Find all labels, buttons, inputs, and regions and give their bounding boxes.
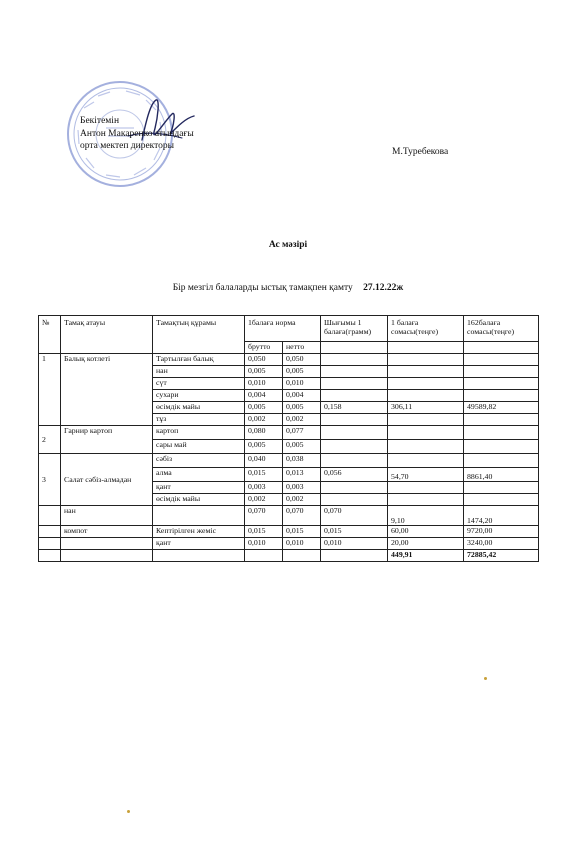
row-price-one: 20,00 xyxy=(388,538,464,550)
subtitle-date: 27.12.22ж xyxy=(363,283,404,293)
row-price-total xyxy=(464,426,539,440)
row-price-one xyxy=(388,390,464,402)
table-row xyxy=(39,526,539,538)
row-netto: 0,004 xyxy=(283,390,321,402)
row-price-total xyxy=(464,354,539,366)
row-price-total xyxy=(464,482,539,494)
row-netto: 0,005 xyxy=(283,402,321,414)
row-ingredient: Тартылған балық xyxy=(153,354,245,366)
row-price-one xyxy=(388,378,464,390)
row-brutto: 0,010 xyxy=(245,538,283,550)
row-netto: 0,013 xyxy=(283,468,321,482)
header-brutto: брутто xyxy=(245,342,283,354)
totals-blank xyxy=(39,550,61,562)
row-brutto: 0,005 xyxy=(245,402,283,414)
row-ingredient: қант xyxy=(153,482,245,494)
row-ingredient: сары май xyxy=(153,440,245,454)
row-consumption: 0,158 xyxy=(321,402,388,414)
row-num xyxy=(39,506,61,526)
row-num xyxy=(39,526,61,538)
row-ingredient: өсімдік майы xyxy=(153,494,245,506)
row-num: 1 xyxy=(39,354,61,426)
row-price-total: 9720,00 xyxy=(464,526,539,538)
row-brutto: 0,080 xyxy=(245,426,283,440)
header-price-total: 162балаға сомасы(теңге) xyxy=(464,316,539,342)
row-price-one: 306,11 xyxy=(388,402,464,414)
row-dish: Салат сәбіз-алмадан xyxy=(61,454,153,506)
row-brutto: 0,003 xyxy=(245,482,283,494)
row-dish xyxy=(61,538,153,550)
row-consumption xyxy=(321,366,388,378)
row-consumption xyxy=(321,378,388,390)
row-brutto: 0,005 xyxy=(245,440,283,454)
row-dish: компот xyxy=(61,526,153,538)
row-netto: 0,010 xyxy=(283,538,321,550)
row-netto: 0,038 xyxy=(283,454,321,468)
row-netto: 0,070 xyxy=(283,506,321,526)
row-price-total xyxy=(464,414,539,426)
row-price-one xyxy=(388,494,464,506)
row-consumption: 0,015 xyxy=(321,526,388,538)
row-price-total xyxy=(464,454,539,468)
row-ingredient: сүт xyxy=(153,378,245,390)
row-brutto: 0,015 xyxy=(245,526,283,538)
row-netto: 0,002 xyxy=(283,494,321,506)
row-price-total xyxy=(464,390,539,402)
row-consumption xyxy=(321,354,388,366)
ink-speck xyxy=(127,810,130,813)
totals-price-total: 72885,42 xyxy=(464,550,539,562)
header-blank xyxy=(321,342,388,354)
row-netto: 0,010 xyxy=(283,378,321,390)
row-price-one: 60,00 xyxy=(388,526,464,538)
row-price-total xyxy=(464,440,539,454)
row-price-one xyxy=(388,426,464,440)
page-subtitle xyxy=(0,283,576,293)
approval-line-school: Антон Макаренко атындағы xyxy=(80,128,194,139)
row-netto: 0,005 xyxy=(283,366,321,378)
row-ingredient: өсімдік майы xyxy=(153,402,245,414)
ink-speck xyxy=(484,677,487,680)
row-price-one xyxy=(388,354,464,366)
row-brutto: 0,002 xyxy=(245,494,283,506)
director-name: М.Туребекова xyxy=(392,147,449,157)
row-price-one xyxy=(388,440,464,454)
header-price-one: 1 балаға сомасы(теңге) xyxy=(388,316,464,342)
row-brutto: 0,070 xyxy=(245,506,283,526)
row-netto: 0,002 xyxy=(283,414,321,426)
table-row xyxy=(39,538,539,550)
row-price-one xyxy=(388,414,464,426)
approval-line-approve: Бекітемін xyxy=(80,116,120,126)
row-price-total: 1474,20 xyxy=(464,506,539,526)
row-consumption xyxy=(321,482,388,494)
row-brutto: 0,040 xyxy=(245,454,283,468)
row-price-total xyxy=(464,366,539,378)
row-brutto: 0,015 xyxy=(245,468,283,482)
row-ingredient: Кептірілген жеміс xyxy=(153,526,245,538)
row-ingredient xyxy=(153,506,245,526)
subtitle-text: Бір мезгіл балаларды ыстық тамақпен қамту xyxy=(172,283,353,293)
row-price-one xyxy=(388,454,464,468)
table-row xyxy=(39,506,539,526)
header-composition: Тамақтың құрамы xyxy=(153,316,245,354)
row-dish: Гарнир картоп xyxy=(61,426,153,454)
totals-price-one: 449,91 xyxy=(388,550,464,562)
row-consumption xyxy=(321,440,388,454)
row-price-one: 9,10 xyxy=(388,506,464,526)
header-consumption: Шығымы 1 балаға(грамм) xyxy=(321,316,388,342)
header-num: № xyxy=(39,316,61,354)
row-price-one xyxy=(388,366,464,378)
menu-table xyxy=(38,315,539,562)
row-brutto: 0,005 xyxy=(245,366,283,378)
row-num xyxy=(39,538,61,550)
row-brutto: 0,002 xyxy=(245,414,283,426)
table-header-row xyxy=(39,316,539,342)
row-dish: Балық котлеті xyxy=(61,354,153,426)
totals-row xyxy=(39,550,539,562)
row-consumption: 0,010 xyxy=(321,538,388,550)
page-title: Ас мәзірі xyxy=(268,240,308,250)
approval-block xyxy=(80,115,194,153)
totals-blank xyxy=(153,550,245,562)
row-price-one: 54,70 xyxy=(388,468,464,482)
row-netto: 0,003 xyxy=(283,482,321,494)
row-price-one xyxy=(388,482,464,494)
row-consumption xyxy=(321,414,388,426)
row-price-total xyxy=(464,494,539,506)
row-brutto: 0,010 xyxy=(245,378,283,390)
row-price-total: 3240,00 xyxy=(464,538,539,550)
row-consumption xyxy=(321,390,388,402)
table-row xyxy=(39,426,539,440)
row-consumption xyxy=(321,494,388,506)
row-price-total: 8861,40 xyxy=(464,468,539,482)
row-ingredient: қант xyxy=(153,538,245,550)
row-ingredient: картоп xyxy=(153,426,245,440)
totals-blank xyxy=(283,550,321,562)
header-dish: Тамақ атауы xyxy=(61,316,153,354)
row-num: 3 xyxy=(39,454,61,506)
approval-line-position: орта мектеп директоры xyxy=(80,141,175,151)
row-consumption: 0,070 xyxy=(321,506,388,526)
row-ingredient: алма xyxy=(153,468,245,482)
row-brutto: 0,050 xyxy=(245,354,283,366)
row-brutto: 0,004 xyxy=(245,390,283,402)
totals-blank xyxy=(245,550,283,562)
header-netto: нетто xyxy=(283,342,321,354)
table-row xyxy=(39,354,539,366)
row-price-total xyxy=(464,378,539,390)
row-consumption: 0,056 xyxy=(321,468,388,482)
row-consumption xyxy=(321,454,388,468)
row-ingredient: сәбіз xyxy=(153,454,245,468)
header-blank xyxy=(388,342,464,354)
row-price-total: 49589,82 xyxy=(464,402,539,414)
row-dish: нан xyxy=(61,506,153,526)
header-norm: 1балаға норма xyxy=(245,316,321,342)
row-consumption xyxy=(321,426,388,440)
row-ingredient: сухари xyxy=(153,390,245,402)
row-num: 2 xyxy=(39,426,61,454)
row-netto: 0,005 xyxy=(283,440,321,454)
row-netto: 0,077 xyxy=(283,426,321,440)
row-netto: 0,050 xyxy=(283,354,321,366)
row-ingredient: нан xyxy=(153,366,245,378)
row-netto: 0,015 xyxy=(283,526,321,538)
totals-blank xyxy=(321,550,388,562)
header-blank xyxy=(464,342,539,354)
row-ingredient: тұз xyxy=(153,414,245,426)
table-row xyxy=(39,454,539,468)
totals-blank xyxy=(61,550,153,562)
